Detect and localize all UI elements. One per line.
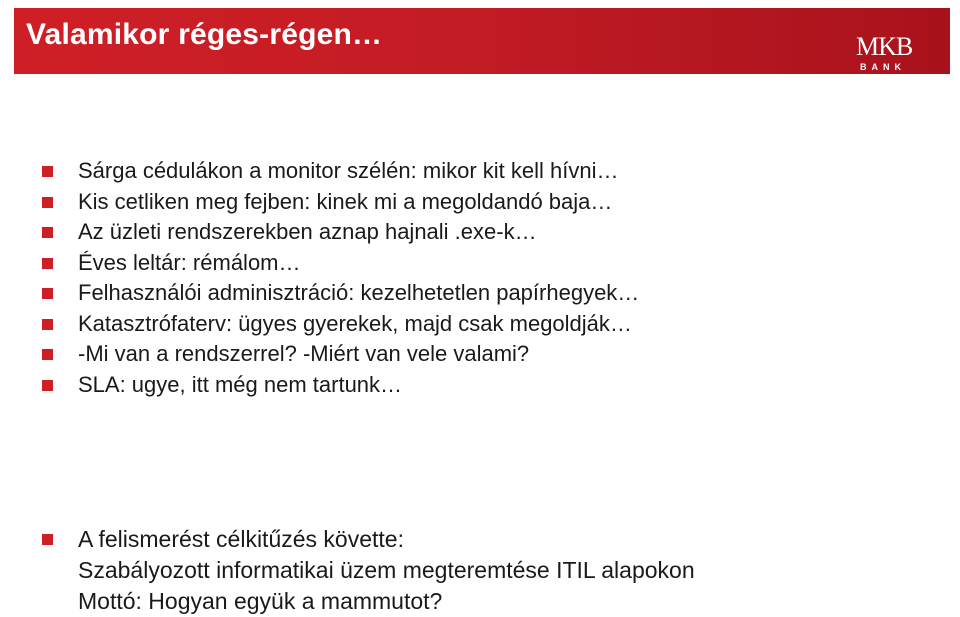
- square-bullet-icon: [42, 258, 53, 269]
- logo-main-text: MKB: [856, 32, 913, 61]
- bullet-list: [40, 156, 639, 400]
- square-bullet-icon: [42, 534, 53, 545]
- square-bullet-icon: [42, 349, 53, 360]
- bullet-text: Katasztrófaterv: ügyes gyerekek, majd csak megoldják…: [78, 310, 632, 336]
- title-bar: [14, 8, 950, 74]
- bullet-text: SLA: ugye, itt még nem tartunk…: [78, 371, 403, 397]
- list-item: [40, 339, 639, 370]
- conclusion-item: [40, 524, 695, 617]
- list-item: [40, 248, 639, 279]
- list-item: [40, 309, 639, 340]
- list-item: [40, 370, 639, 401]
- list-item: [40, 278, 639, 309]
- list-item: [40, 187, 639, 218]
- conclusion-line-itil: Szabályozott informatikai üzem megteremtése ITIL alapokon: [78, 557, 695, 583]
- square-bullet-icon: [42, 319, 53, 330]
- bullet-text: Felhasználói adminisztráció: kezelhetetlen papírhegyek…: [78, 280, 640, 305]
- bullet-text: Éves leltár: rémálom…: [78, 249, 301, 275]
- bullet-text: Az üzleti rendszerekben aznap hajnali .exe-k…: [78, 219, 537, 244]
- square-bullet-icon: [42, 288, 53, 299]
- square-bullet-icon: [42, 380, 53, 391]
- bullet-text: Kis cetliken meg fejben: kinek mi a megoldandó baja…: [78, 188, 613, 214]
- bullet-text: Sárga cédulákon a monitor szélén: mikor kit kell hívni…: [78, 158, 619, 183]
- conclusion-line-goal: A felismerést célkitűzés követte:: [78, 526, 404, 552]
- square-bullet-icon: [42, 166, 53, 177]
- slide-title: Valamikor réges-régen…: [26, 18, 383, 51]
- list-item: [40, 217, 639, 248]
- bullet-text: -Mi van a rendszerrel? -Miért van vele valami?: [78, 341, 530, 366]
- square-bullet-icon: [42, 197, 53, 208]
- conclusion-list: [40, 524, 695, 617]
- square-bullet-icon: [42, 227, 53, 238]
- conclusion-line-motto: Mottó: Hogyan együk a mammutot?: [78, 588, 443, 614]
- logo-sub-text: BANK: [860, 62, 906, 72]
- list-item: [40, 156, 639, 187]
- mkb-bank-logo: [856, 32, 913, 80]
